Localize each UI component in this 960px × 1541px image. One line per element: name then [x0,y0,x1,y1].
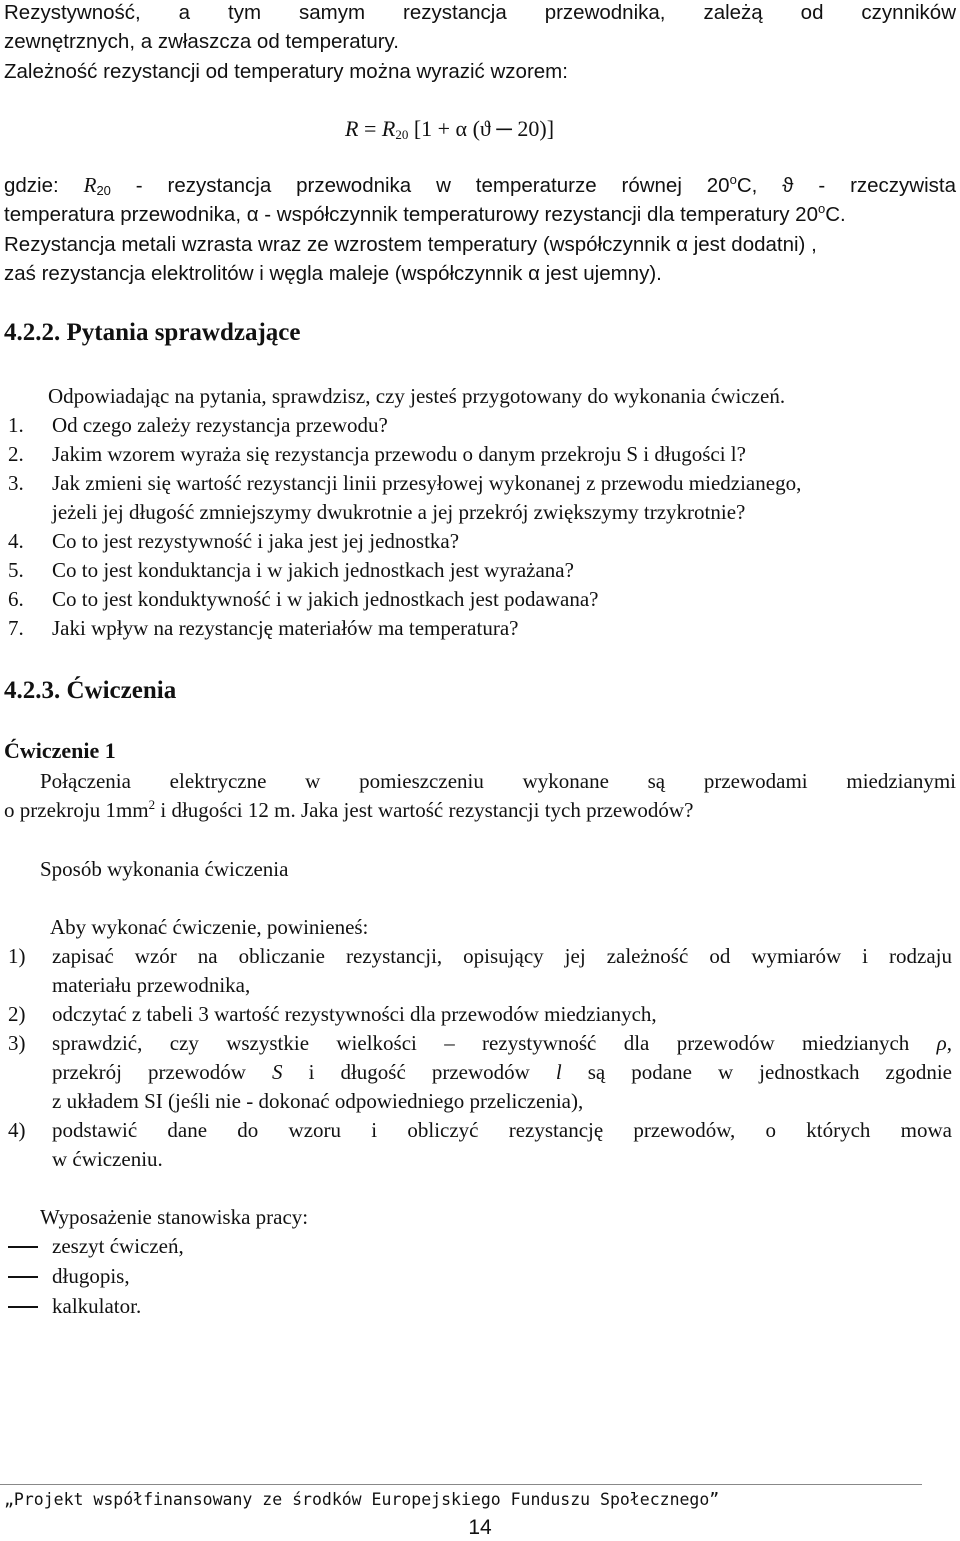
exercise-sup: 2 [148,797,156,812]
item-text: jeżeli jej długość zmniejszymy dwukrotnie a jej przekrój zwiększymy trzykrotnie? [52,500,746,524]
step-text [52,1030,952,1056]
section-heading-422: 4.2.2. Pytania sprawdzające [4,319,301,346]
l-symbol: l [555,1060,562,1084]
equipment-text: długopis, [52,1264,130,1288]
exercise-line-1: Połączenia elektryczne w pomieszczeniu wykonane są przewodami miedzianymi [40,769,956,793]
formula-eq: = [358,116,382,141]
item-text: Jaki wpływ na rezystancję materiałów ma temperatura? [52,616,519,640]
step-text-a: sprawdzić, czy wszystkie wielkości – rezystywność dla przewodów miedzianych [52,1031,937,1055]
item-text: Jak zmieni się wartość rezystancji linii przesyłowej wykonanej z przewodu miedzianego, [52,471,802,495]
equipment-text: kalkulator. [52,1294,142,1318]
intro-line-3: Zależność rezystancji od temperatury można wyrazić wzorem: [4,60,568,83]
item-number: 5. [8,558,24,582]
item-number: 3. [8,471,24,495]
gdzie-line-1 [4,172,956,204]
method-title: Sposób wykonania ćwiczenia [40,857,289,881]
exercise-line-2 [4,797,956,823]
step-text-c: są podane w jednostkach zgodnie [561,1060,952,1084]
gdzie-r: R [83,173,97,197]
step-text-b: , [946,1031,952,1055]
step-number: 2) [8,1002,26,1026]
questions-lead: Odpowiadając na pytania, sprawdzisz, czy jesteś przygotowany do wykonania ćwiczeń. [48,384,786,408]
formula [345,116,554,148]
intro-line-1: Rezystywność, a tym samym rezystancja przewodnika, zależą od czynników [4,1,956,24]
formula-r: R [345,116,359,141]
equipment-title: Wyposażenie stanowiska pracy: [40,1205,309,1229]
dash-bullet [8,1276,38,1278]
gdzie-line-2-text: temperatura przewodnika, α - współczynnik temperaturowy rezystancji dla temperatury 20 [4,203,818,226]
steps-lead: Aby wykonać ćwiczenie, powinieneś: [50,915,369,939]
step-text [52,1059,952,1085]
gdzie-sup: o [729,172,737,187]
item-number: 7. [8,616,24,640]
gdzie-sub: 20 [96,183,111,198]
item-number: 6. [8,587,24,611]
gdzie-line-2 [4,202,956,228]
formula-sub: 20 [395,127,409,142]
formula-rest: [1 + α (ϑ ─ 20)] [408,116,555,141]
item-number: 4. [8,529,24,553]
gdzie-a: gdzie: [4,174,84,197]
step-text: z układem SI (jeśli nie - dokonać odpowiedniego przeliczenia), [52,1089,584,1113]
exercise-line-2b: i długości 12 m. Jaka jest wartość rezystancji tych przewodów? [155,798,694,822]
item-text: Od czego zależy rezystancja przewodu? [52,413,388,437]
step-text: w ćwiczeniu. [52,1147,163,1171]
rho-symbol: ρ [936,1031,947,1055]
gdzie-line-2-end: C. [825,203,846,226]
formula-r20: R [381,116,396,141]
step-text: materiału przewodnika, [52,973,251,997]
item-text: Co to jest konduktancja i w jakich jednostkach jest wyrażana? [52,558,574,582]
item-text: Co to jest rezystywność i jaka jest jej jednostka? [52,529,460,553]
gdzie-line-3: Rezystancja metali wzrasta wraz ze wzrostem temperatury (współczynnik α jest dodatni) , [4,233,817,256]
section-heading-423: 4.2.3. Ćwiczenia [4,677,177,704]
step-number: 4) [8,1118,26,1142]
equipment-text: zeszyt ćwiczeń, [52,1234,184,1258]
intro-line-2: zewnętrznych, a zwłaszcza od temperatury. [4,30,399,53]
footer-text: „Projekt współfinansowany ze środków Europejskiego Funduszu Społecznego” [4,1490,720,1509]
page-number: 14 [468,1516,492,1539]
dash-bullet [8,1246,38,1248]
gdzie-b: - rezystancja przewodnika w temperaturze równej 20 [110,174,730,197]
gdzie-c: C, ϑ - rzeczywista [736,174,956,197]
dash-bullet [8,1306,38,1308]
step-text-a: przekrój przewodów [52,1060,273,1084]
gdzie-line-4: zaś rezystancja elektrolitów i węgla maleje (współczynnik α jest ujemny). [4,262,662,285]
item-text: Jakim wzorem wyraża się rezystancja przewodu o danym przekroju S i długości l? [52,442,746,466]
step-text: zapisać wzór na obliczanie rezystancji, opisujący jej zależność od wymiarów i rodzaju [52,944,952,968]
step-number: 1) [8,944,26,968]
step-number: 3) [8,1031,26,1055]
gdzie-sup-2: o [817,201,826,216]
footer-divider [0,1484,922,1485]
exercise-title: Ćwiczenie 1 [4,738,116,763]
item-text: Co to jest konduktywność i w jakich jednostkach jest podawana? [52,587,599,611]
s-symbol: S [272,1060,283,1084]
exercise-line-2a: o przekroju 1mm [4,798,149,822]
step-text: podstawić dane do wzoru i obliczyć rezystancję przewodów, o których mowa [52,1118,952,1142]
step-text: odczytać z tabeli 3 wartość rezystywności dla przewodów miedzianych, [52,1002,657,1026]
step-text-b: i długość przewodów [282,1060,556,1084]
item-number: 2. [8,442,24,466]
item-number: 1. [8,413,24,437]
